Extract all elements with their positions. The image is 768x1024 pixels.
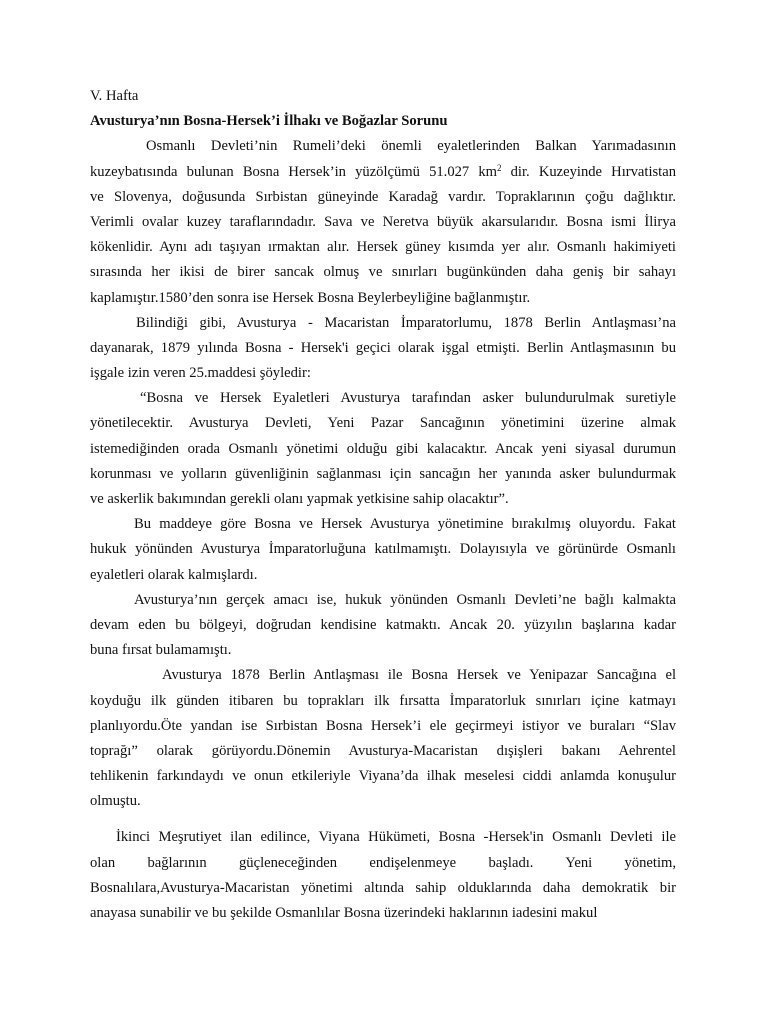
paragraph bbox=[90, 663, 676, 814]
paragraph bbox=[90, 134, 676, 310]
paragraph-line: kökenlidir. Aynı adı taşıyan ırmaktan alır. Hersek güney kısımda yer alır. Osmanlı hakimiyeti bbox=[90, 239, 676, 256]
paragraph-line: anayasa sunabilir ve bu şekilde Osmanlılar Bosna üzerindeki haklarının iadesini makul bbox=[90, 905, 598, 921]
paragraph-line: toprağı” olarak görüyordu.Dönemin Avusturya-Macaristan dışişleri bakanı Aehrentel bbox=[90, 742, 676, 759]
paragraph bbox=[90, 588, 676, 664]
paragraph-line: buna fırsat bulamamıştı. bbox=[90, 642, 232, 659]
paragraph-line: olmuştu. bbox=[90, 793, 141, 810]
document-body bbox=[90, 134, 676, 926]
paragraph-line: Avusturya 1878 Berlin Antlaşması ile Bosna Hersek ve Yenipazar Sancağına el bbox=[162, 667, 676, 684]
paragraph-line: koyduğu ilk günden itibaren bu toprakları ilk fırsatta İmparatorluk sınırları içine katmayı bbox=[90, 692, 676, 709]
paragraph-line: devam eden bu bölgeyi, doğrudan kendisine katmaktı. Ancak 20. yüzyılın başlarına kadar bbox=[90, 616, 676, 633]
paragraph-line: işgale izin veren 25.maddesi şöyledir: bbox=[90, 365, 311, 382]
paragraph-line: Avusturya’nın gerçek amacı ise, hukuk yönünden Osmanlı Devleti’ne bağlı kalmakta bbox=[134, 591, 676, 608]
paragraph-line: ve Slovenya, doğusunda Sırbistan güneyinde Karadağ vardır. Topraklarının çoğu dağlıktır. bbox=[90, 188, 676, 205]
paragraph-line: ve askerlik bakımından gerekli olanı yapmak yetkisine sahip olacaktır”. bbox=[90, 491, 509, 507]
paragraph-gap bbox=[90, 814, 676, 825]
paragraph-line: olan bağlarının güçleneceğinden endişelenmeye başladı. Yeni yönetim, bbox=[90, 854, 676, 871]
paragraph-line: “Bosna ve Hersek Eyaletleri Avusturya tarafından asker bulundurulmak suretiyle bbox=[140, 390, 676, 407]
paragraph-line: eyaletleri olarak kalmışlardı. bbox=[90, 566, 258, 583]
week-label: V. Hafta bbox=[90, 88, 139, 104]
document-page bbox=[90, 84, 676, 926]
paragraph-line: Osmanlı Devleti’nin Rumeli’deki önemli eyaletlerinden Balkan Yarımadasının bbox=[146, 138, 676, 155]
paragraph-line: Bosnalılara,Avusturya-Macaristan yönetimi altında sahip olduklarında daha demokratik bir bbox=[90, 879, 676, 896]
paragraph bbox=[90, 512, 676, 588]
paragraph-line: Verimli ovalar kuzey taraflarındadır. Sava ve Neretva büyük akarsularıdır. Bosna ismi İlirya bbox=[90, 213, 676, 230]
superscript: 2 bbox=[497, 162, 502, 173]
paragraph bbox=[90, 386, 676, 512]
document-title: Avusturya’nın Bosna-Hersek’i İlhakı ve Boğazlar Sorunu bbox=[90, 113, 448, 130]
paragraph-line: tehlikenin farkındaydı ve onun etkileriyle Viyana’da ilhak meselesi ciddi anlamda konuşulur bbox=[90, 768, 676, 785]
paragraph-line: İkinci Meşrutiyet ilan edilince, Viyana Hükümeti, Bosna -Hersek'in Osmanlı Devleti ile bbox=[116, 829, 676, 846]
paragraph-line: hukuk yönünden Avusturya İmparatorluğuna katılmamıştı. Dolayısıyla ve görünürde Osmanlı bbox=[90, 541, 676, 558]
paragraph-line: yönetilecektir. Avusturya Devleti, Yeni Pazar Sancağının yönetimini üzerine almak bbox=[90, 415, 676, 432]
paragraph-line: istemediğinden orada Osmanlı yönetimi olduğu gibi kalacaktır. Ancak yeni siyasal durumun bbox=[90, 440, 676, 457]
paragraph-line bbox=[90, 160, 676, 185]
line-text: kuzeybatısında bulunan Bosna Hersek’in yüzölçümü 51.027 km bbox=[90, 163, 497, 180]
paragraph-line: Bu maddeye göre Bosna ve Hersek Avusturya yönetimine bırakılmış oluyordu. Fakat bbox=[134, 516, 676, 533]
paragraph bbox=[90, 311, 676, 387]
paragraph-line: korunması ve yolların güvenliğinin sağlanması için sancağın her yanında asker bulundurmak bbox=[90, 465, 676, 482]
paragraph-line: kaplamıştır.1580’den sonra ise Hersek Bosna Beylerbeyliğine bağlanmıştır. bbox=[90, 289, 531, 306]
paragraph bbox=[90, 825, 676, 926]
paragraph-line: sırasında her ikisi de birer sancak olmuş ve sınırları bugünkünden daha geniş bir sahayı bbox=[90, 264, 676, 281]
paragraph-line: Bilindiği gibi, Avusturya - Macaristan İmparatorlumu, 1878 Berlin Antlaşması’na bbox=[136, 314, 676, 331]
paragraph-line: dayanarak, 1879 yılında Bosna - Hersek'i geçici olarak işgal etmişti. Berlin Antlaşmasının bu bbox=[90, 339, 676, 356]
line-text: dir. Kuzeyinde Hırvatistan bbox=[501, 163, 677, 180]
paragraph-line: planlıyordu.Öte yandan ise Sırbistan Bosna Hersek’i ele geçirmeyi istiyor ve buraları “Slav bbox=[90, 717, 676, 734]
